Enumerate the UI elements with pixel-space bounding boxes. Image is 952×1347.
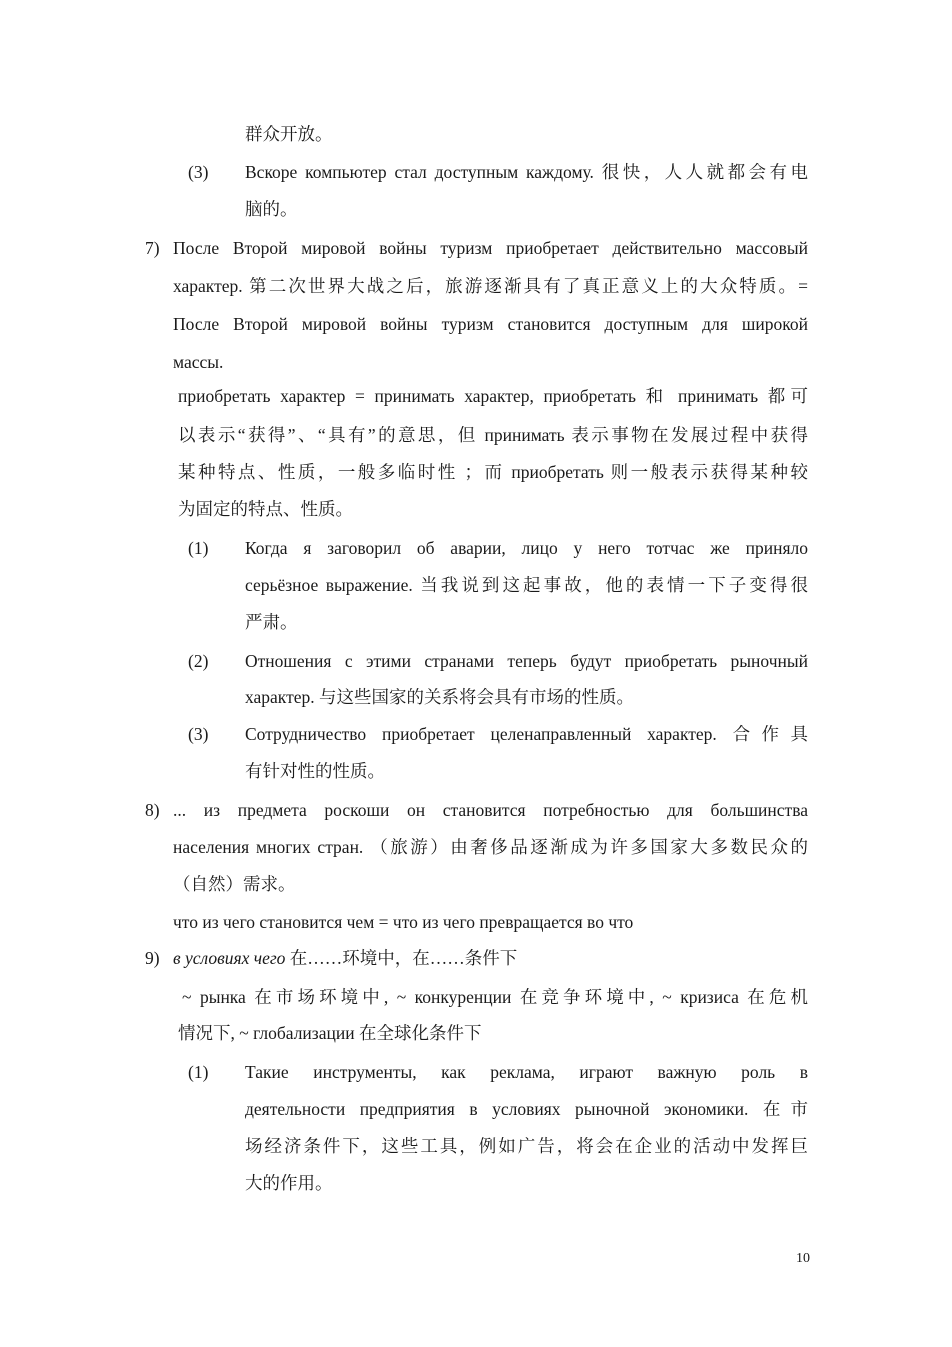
list-number: 8) <box>145 800 160 820</box>
text-line: характер. 第二次世界大战之后，旅游逐渐具有了真正意义上的大众特质。= <box>173 276 808 296</box>
text-line: деятельности предприятия в условиях рыночной экономики. 在市 <box>245 1099 808 1119</box>
text-line: Когда я заговорил об аварии, лицо у него тотчас же приняло <box>245 538 808 558</box>
list-number: 9) <box>145 948 160 968</box>
text-line: 场经济条件下，这些工具，例如广告，将会在企业的活动中发挥巨 <box>245 1136 808 1156</box>
list-number: (2) <box>188 651 209 671</box>
text-line: серьёзное выражение. 当我说到这起事故，他的表情一下子变得很 <box>245 575 808 595</box>
text-line: После Второй мировой войны туризм приобретает действительно массовый <box>173 238 808 258</box>
text-line: 脑的。 <box>245 199 298 219</box>
text-line: 严肃。 <box>245 612 298 632</box>
text-line: Сотрудничество приобретает целенаправленный характер. 合作具 <box>245 724 808 744</box>
text-line: 某种特点、性质，一般多临时性 ；而 приобретать 则一般表示获得某种较 <box>178 462 808 482</box>
text-line: （自然）需求。 <box>173 874 296 894</box>
text-line: 有针对性的性质。 <box>245 761 385 781</box>
list-number: (3) <box>188 724 209 744</box>
text-line: массы. <box>173 352 224 372</box>
text-line: 以表示“获得”、“具有”的意思，但 принимать 表示事物在发展过程中获得 <box>178 425 808 445</box>
list-number: (1) <box>188 538 209 558</box>
text-line: что из чего становится чем = что из чего превращается во что <box>173 912 634 932</box>
text-line <box>173 946 517 970</box>
list-number: (3) <box>188 162 209 182</box>
text-fragment: 在……环境中，在……条件下 <box>285 948 518 968</box>
text-line: приобретать характер = принимать характер, приобретать 和 принимать 都可 <box>178 386 808 406</box>
text-line: Такие инструменты, как реклама, играют важную роль в <box>245 1062 808 1082</box>
text-line: ... из предмета роскоши он становится потребностью для большинства <box>173 800 808 820</box>
text-line: Отношения с этими странами теперь будут приобретать рыночный <box>245 651 808 671</box>
text-line: 大的作用。 <box>245 1173 333 1193</box>
italic-phrase: в условиях чего <box>173 948 286 968</box>
text-line: Вскоре компьютер стал доступным каждому. 很快，人人就都会有电 <box>245 162 808 182</box>
text-line: 为固定的特点、性质。 <box>178 499 353 519</box>
text-line: 情况下, ~ глобализации 在全球化条件下 <box>178 1023 482 1043</box>
text-line: После Второй мировой войны туризм становится доступным для широкой <box>173 314 808 334</box>
text-line: 群众开放。 <box>245 124 333 144</box>
text-line: характер. 与这些国家的关系将会具有市场的性质。 <box>245 687 634 707</box>
text-line: населения многих стран. （旅游）由奢侈品逐渐成为许多国家大多数民众的 <box>173 837 808 857</box>
text-line: ~ рынка 在市场环境中, ~ конкуренции 在竞争环境中, ~ кризиса 在危机 <box>182 987 808 1007</box>
list-number: (1) <box>188 1062 209 1082</box>
list-number: 7) <box>145 238 160 258</box>
page-number: 10 <box>796 1251 810 1266</box>
